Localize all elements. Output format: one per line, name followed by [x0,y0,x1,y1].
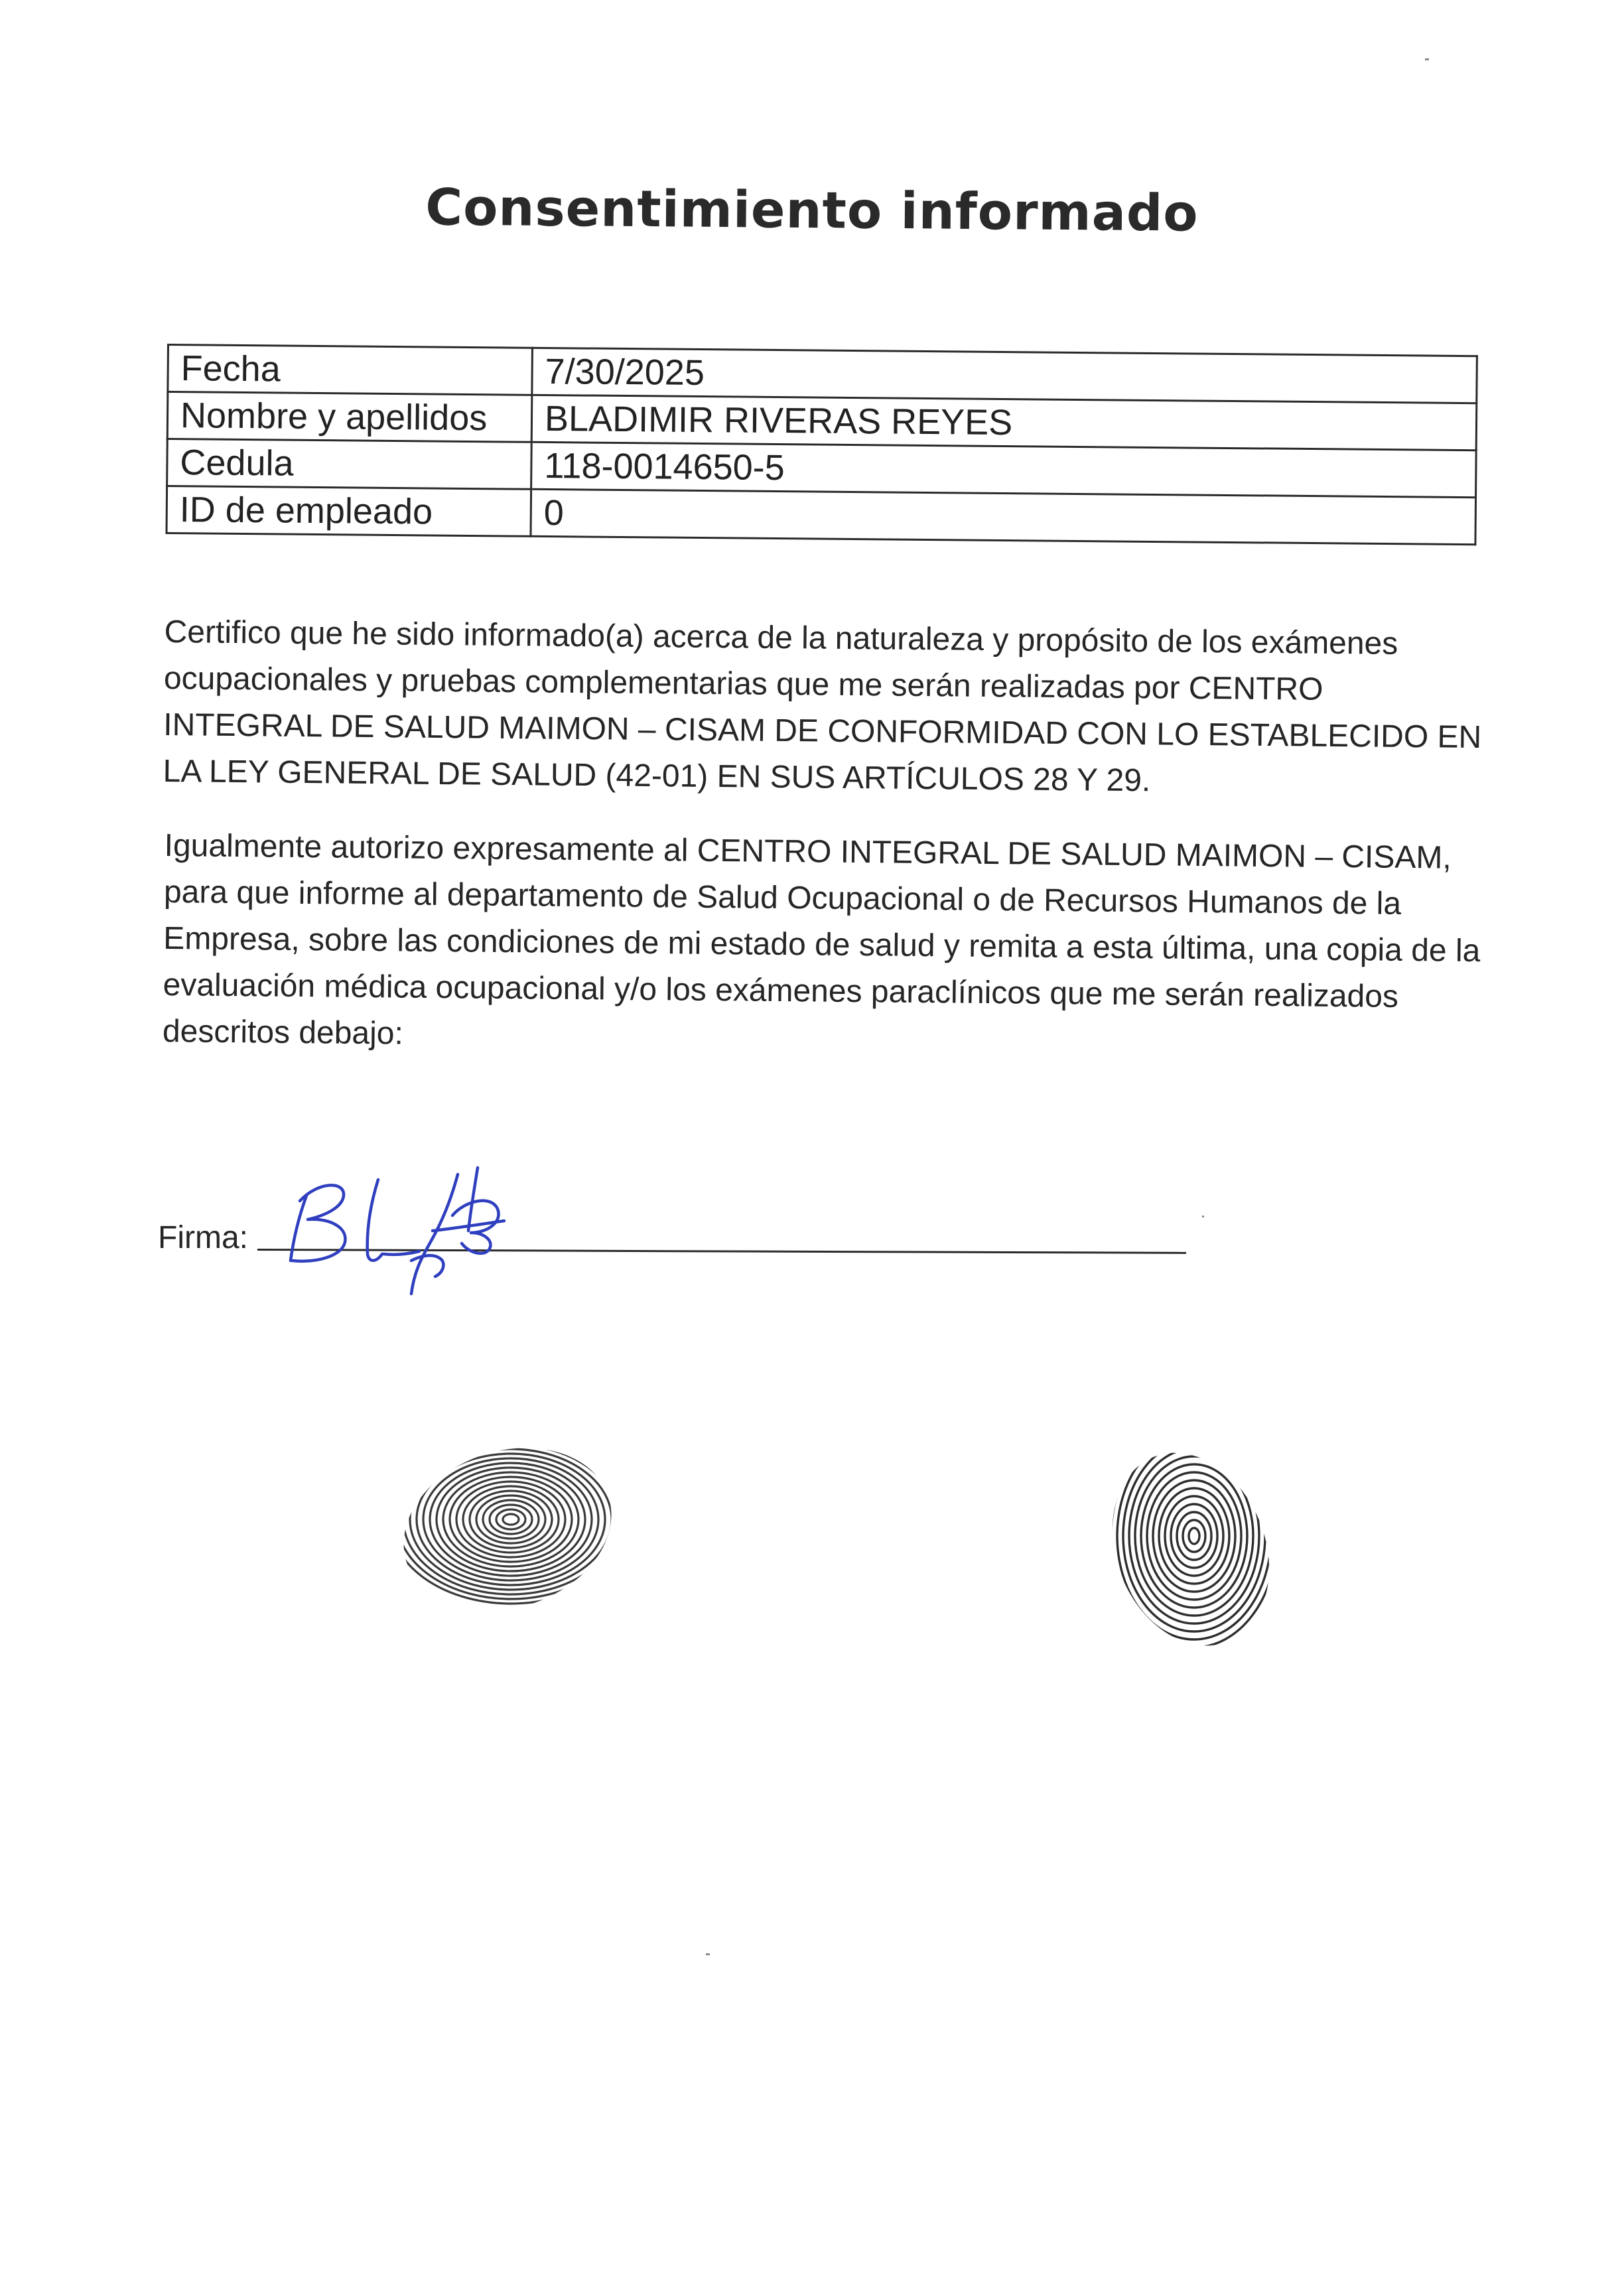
field-label-fecha: Fecha [168,345,533,395]
field-value-cedula: 118-0014650-5 [531,442,1477,497]
certification-paragraph: Certifico que he sido informado(a) acerca de la naturaleza y propósito de los exámenes ocupacionales y pruebas complementarias que me serán realizadas por CENTRO INTEGRAL DE SALUD MAIMON – CISAM DE CONFORMIDAD CON LO ESTABLECIDO EN LA LEY GENERAL DE SALUD (42-01) EN SUS ARTÍCULOS 28 Y 29. [163,614,1482,799]
field-label-cedula: Cedula [167,439,532,490]
handwritten-signature [279,1154,531,1307]
fingerprint-right [1101,1443,1280,1655]
authorization-paragraph: Igualmente autorizo expresamente al CENTRO INTEGRAL DE SALUD MAIMON – CISAM, para que informe al departamento de Salud Ocupacional o de Recursos Humanos de la Empresa, sobre las condiciones de mi estado de salud y remita a esta última, una copia de la evaluación médica ocupacional y/o los exámenes paraclínicos que me serán realizados descritos debajo: [162,827,1481,1052]
field-value-fecha: 7/30/2025 [532,348,1477,403]
scan-speck [1425,58,1429,60]
field-value-id-empleado: 0 [531,489,1476,544]
scan-speck [706,1953,710,1955]
scan-speck [1202,1216,1204,1217]
signature-label: Firma: [158,1220,248,1255]
field-label-id-empleado: ID de empleado [167,486,531,537]
field-label-nombre: Nombre y apellidos [167,392,532,443]
info-table [165,344,1477,545]
field-value-nombre: BLADIMIR RIVERAS REYES [531,395,1477,450]
document-title: Consentimiento informado [425,177,1199,243]
fingerprint-left [398,1433,617,1626]
